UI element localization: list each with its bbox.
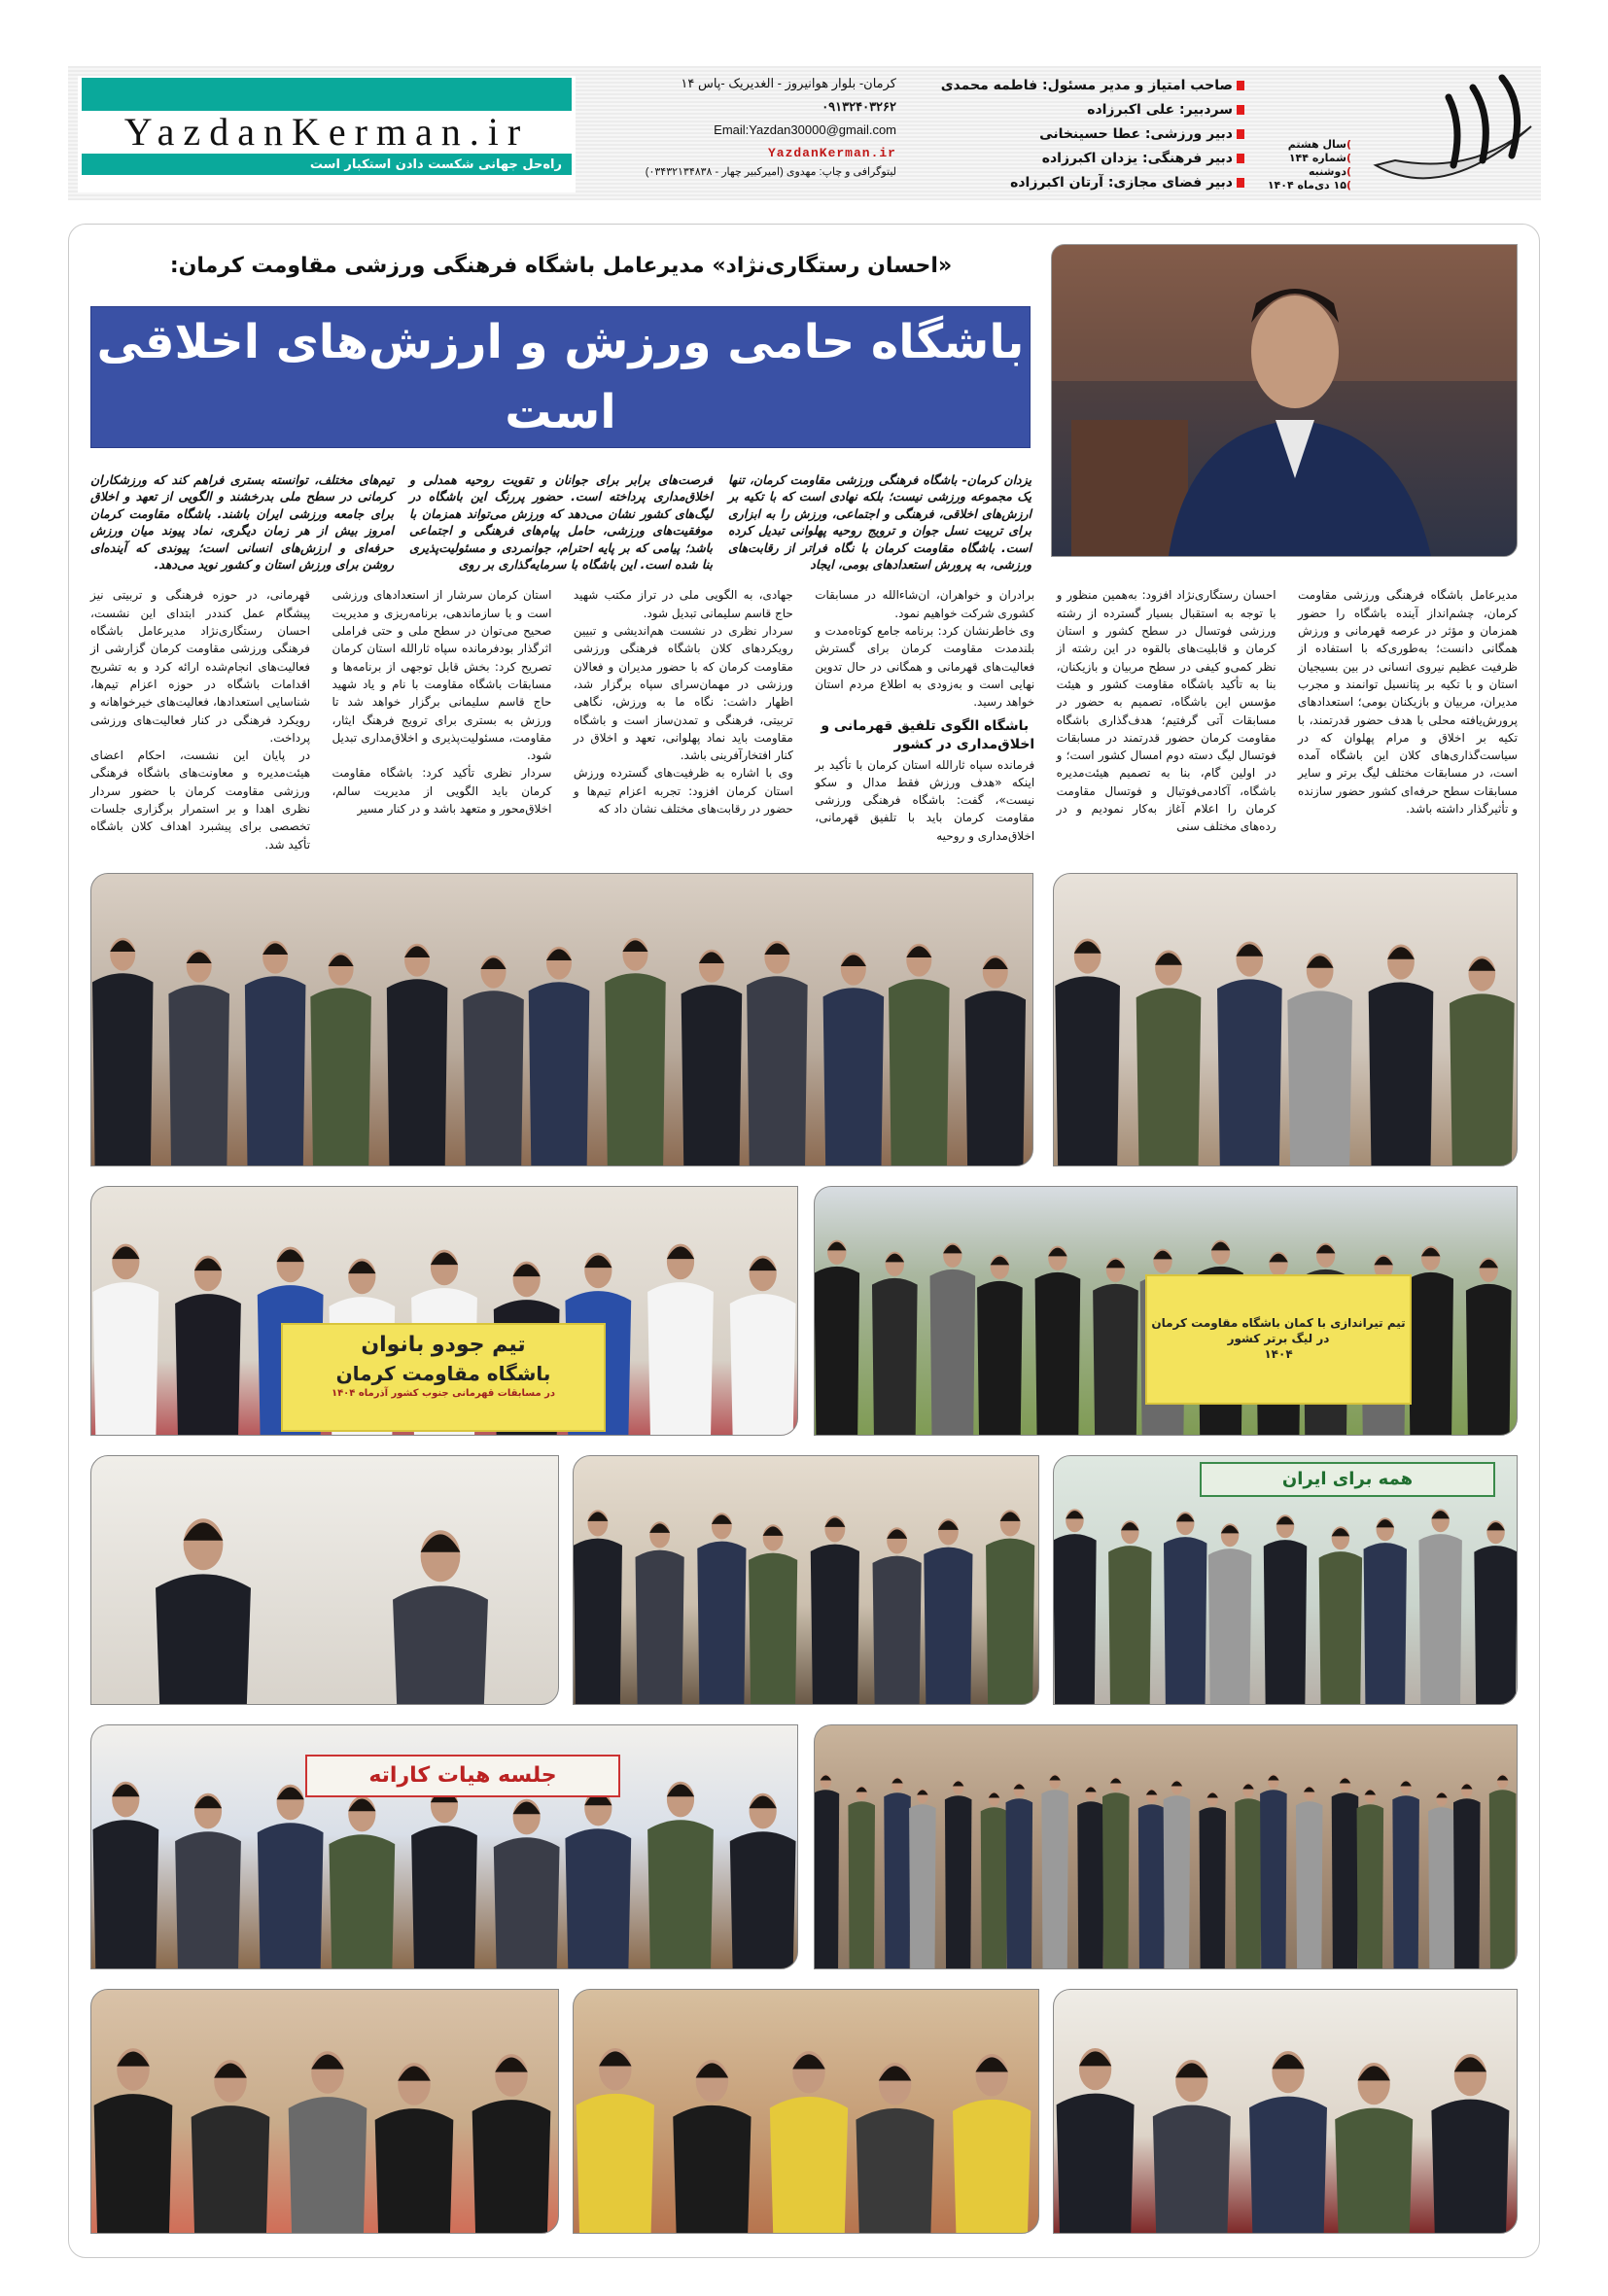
person-silhouette <box>1260 1774 1287 1968</box>
person-silhouette <box>884 1777 911 1968</box>
group-photo-officials <box>90 873 1033 1166</box>
person-silhouette <box>647 1782 714 1968</box>
person-silhouette <box>1164 1512 1206 1704</box>
photo-figures <box>574 1990 1038 2233</box>
site-url[interactable]: YazdanKerman.ir <box>123 110 530 154</box>
person-silhouette <box>848 1786 875 1968</box>
person-silhouette <box>636 1521 684 1704</box>
person-silhouette <box>872 1252 918 1435</box>
person-silhouette <box>1450 956 1515 1165</box>
photo-figures <box>574 1456 1038 1704</box>
staff-item: دبیر ورزشی: عطا حسینخانی <box>909 122 1244 147</box>
lead-block <box>90 471 1031 573</box>
person-silhouette <box>730 1255 796 1434</box>
futsal-coaching-photo <box>573 1989 1039 2234</box>
photo-figures <box>91 1990 558 2233</box>
person-silhouette <box>1332 1777 1359 1968</box>
meeting-photo <box>573 1455 1039 1705</box>
person-silhouette <box>770 2051 848 2233</box>
article-frame <box>68 224 1540 2258</box>
person-silhouette <box>310 953 371 1165</box>
person-silhouette <box>953 2054 1031 2233</box>
article-headline: باشگاه حامی ورزش و ارزش‌های اخلاقی است <box>90 306 1031 448</box>
person-silhouette <box>192 2060 270 2233</box>
person-silhouette <box>909 1789 936 1968</box>
person-silhouette <box>1428 1792 1455 1968</box>
office-visit-photo <box>1053 1989 1518 2234</box>
person-silhouette <box>1369 944 1434 1165</box>
photo-figures <box>1054 874 1517 1165</box>
photo-figures <box>815 1725 1517 1968</box>
judo-banner: تیم جودو بانوان باشگاه مقاومت کرمان در مسابقات قهرمانی جنوب کشور آذرماه ۱۴۰۴ <box>281 1323 606 1432</box>
bullet-icon <box>1237 154 1244 163</box>
person-silhouette <box>1431 2054 1509 2233</box>
body-column: جهادی، به الگویی ملی در تراز مکتب شهید حاج قاسم سلیمانی تبدیل شود. سردار نظری در نشست هم‌اندیشی و تبیین رویکردهای کلان باشگاه فرهنگی ورزشی مقاومت کرمان که با حضور مدیران و فعالان ورزشی در مهمان‌سرای سپاه برگزار شد، اظهار داشت: نگاه ما به ورزش، نگاهی تربیتی، فرهنگی و تمدن‌ساز است و باشگاه مقاومت باید نماد پهلوانی، تعهد و اخلاق در کنار افتخارآفرینی باشد. وی با اشاره به ظرفیت‌های گسترده ورزش استان کرمان افزود: تجربه اعزام تیم‌ها و حضور در رقابت‌های مختلف نشان داد که <box>573 588 793 816</box>
bullet-icon <box>1237 105 1244 115</box>
person-silhouette <box>1153 2060 1231 2233</box>
person-silhouette <box>747 941 808 1165</box>
person-silhouette <box>1264 1514 1307 1704</box>
futsal-team-photo <box>90 1989 559 2234</box>
photo-figures <box>91 874 1032 1165</box>
person-silhouette <box>856 2063 933 2233</box>
body-column: استان کرمان سرشار از استعدادهای ورزشی است و با سازماندهی، برنامه‌ریزی و مدیریت صحیح می‌توان در سطح ملی و حتی فراملی اثرگذار بودفرمانده سپاه ثارالله استان کرمان تصریح کرد: بخش قابل توجهی از برنامه‌ها و مسابقات باشگاه مقاومت با نام و یاد شهید حاج قاسم سلیمانی برگزار خواهد شد تا ورزش به بستری برای ترویج فرهنگ ایثار، مقاومت، مسئولیت‌پذیری و اخلاق‌مداری تبدیل شود. سردار نظری تأکید کرد: باشگاه مقاومت کرمان باید الگویی از مدیریت سالم، اخلاق‌محور و متعهد باشد و در کنار مسیر <box>332 588 552 816</box>
person-silhouette <box>1357 1789 1384 1968</box>
issue-number: شماره ۱۴۴ <box>1288 152 1346 164</box>
archery-banner: تیم تیراندازی با کمان باشگاه مقاومت کرمان در لیگ برتر کشور ۱۴۰۴ <box>1145 1274 1412 1405</box>
archery-podium-photo <box>1053 1455 1518 1705</box>
person-silhouette <box>811 1515 859 1704</box>
article-body <box>90 586 1518 852</box>
issue-date: ۱۵ دی‌ماه ۱۴۰۴ <box>1267 179 1346 191</box>
bullet-icon <box>1237 178 1244 188</box>
printing-info: لیتوگرافی و چاپ: مهدوی (امیرکبیر چهار - ۰۳۴۳۲۱۳۴۸۳۸) <box>645 166 896 178</box>
person-silhouette <box>924 1518 972 1704</box>
body-column: احسان رستگاری‌نژاد افزود: به‌همین منظور و با توجه به استقبال بسیار گسترده از رشته ورزشی فوتسال در سطح کشور و استان کرمان و قابلیت‌های بالقوه در این رشته از نظر کمی‌و کیفی در سطح مربیان و بازیکنان، بنا به تأکید باشگاه مقاومت کشور و هیئت مؤسس این باشگاه، تصمیم به حضور در مسابقات آتی گرفتیم؛ هدف‌گذاری باشگاه مقاومت کرمان حضور قدرتمند در مسابقات فوتسال لیگ دسته دوم امسال کشور است؛ و در اولین گام، بنا به تصمیم هیئت‌مدیره باشگاه، آکادمی‌فوتبال و فوتسال مقاومت کرمان را اعلام آغاز به‌کار نمودیم و در رده‌های مختلف سنی <box>1056 588 1276 834</box>
staff-item: دبیر فرهنگی: یزدان اکبرزاده <box>909 147 1244 171</box>
person-silhouette <box>1235 1783 1262 1968</box>
person-silhouette <box>730 1793 796 1968</box>
photo-row <box>90 1455 1518 1705</box>
lead-column: فرصت‌های برابر برای جوانان و تقویت روحیه همدلی و اخلاق‌مداری پرداخته است. حضور پررنگ این باشگاه در لیگ‌های کشور نشان می‌دهد که ورزش می‌تواند همزمان با موفقیت‌های ورزشی، حامل پیام‌های فرهنگی و اجتماعی باشد؛ پیامی که بر پایه احترام، جوانمردی و مسئولیت‌پذیری بنا شده است. این باشگاه با سرمایه‌گذاری بر روی <box>409 472 713 573</box>
person-silhouette <box>387 944 448 1165</box>
person-silhouette <box>964 956 1026 1165</box>
person-silhouette <box>749 1524 797 1704</box>
person-silhouette <box>393 1530 488 1704</box>
person-silhouette <box>1006 1783 1033 1968</box>
staff-item: صاحب امتیاز و مدیر مسئول: فاطمه محمدی <box>909 74 1244 98</box>
website-link[interactable]: YazdanKerman.ir <box>767 146 896 160</box>
person-silhouette <box>168 950 229 1165</box>
person-silhouette <box>945 1780 972 1968</box>
person-silhouette <box>873 1527 922 1704</box>
person-silhouette <box>1054 1509 1097 1704</box>
bullet-icon <box>1237 81 1244 90</box>
handshake-photo <box>90 1455 559 1705</box>
email[interactable]: Email:Yazdan30000@gmail.com <box>714 122 896 137</box>
site-banner <box>78 76 576 192</box>
body-column: قهرمانی، در حوزه فرهنگی و تربیتی نیز پیشگام عمل کنددر ابتدای این نشست، احسان رستگاری‌نژاد مدیرعامل باشگاه فرهنگی ورزشی مقاومت کرمان گزارشی از فعالیت‌های انجام‌شده ارائه کرد و به تشریح اقدامات باشگاه در حوزه اعزام تیم‌ها، شناسایی استعدادها، فعالیت‌های خیرخواهانه و رویکرد فرهنگی در کنار فعالیت‌های ورزشی پرداخت. در پایان این نشست، احکام اعضای هیئت‌مدیره و معاونت‌های باشگاه فرهنگی ورزشی مقاومت کرمان با حضور سردار نظری اهدا و بر استمرار برگزاری جلسات تخصصی برای پیشبرد اهداف کلان باشگاه تأکید شد. <box>90 588 311 852</box>
person-silhouette <box>472 2054 551 2233</box>
person-silhouette <box>289 2051 367 2233</box>
photo-figures <box>91 1456 558 1704</box>
event-banner: همه برای ایران <box>1200 1462 1495 1497</box>
person-silhouette <box>986 1510 1034 1704</box>
person-silhouette <box>682 950 743 1165</box>
person-silhouette <box>1077 1786 1104 1968</box>
bullet-icon <box>1237 129 1244 139</box>
person-silhouette <box>411 1788 477 1968</box>
person-silhouette <box>175 1255 241 1434</box>
photo-row <box>90 1724 1518 1969</box>
large-group-photo <box>814 1724 1518 1969</box>
person-silhouette <box>375 2063 454 2233</box>
person-silhouette <box>1136 950 1202 1165</box>
phone: ۰۹۱۳۲۴۰۳۲۶۲ <box>821 99 896 114</box>
lead-column: یزدان کرمان- باشگاه فرهنگی ورزشی مقاومت کرمان، تنها یک مجموعه ورزشی نیست؛ بلکه نهادی است که با تکیه بر ارزش‌های اخلاقی، فرهنگی و اجتماعی، ورزش را به ابزاری برای تربیت نسل جوان و ترویج روحیه پهلوانی تبدیل کرده است. باشگاه مقاومت کرمان با نگاه فراتر از رقابت‌های ورزشی، به پرورش استعدادهای بومی، ایجاد <box>728 472 1031 573</box>
article-kicker: «احسان رستگاری‌نژاد» مدیرعامل باشگاه فرهنگی ورزشی مقاومت کرمان: <box>169 254 953 278</box>
person-silhouette <box>1319 1526 1362 1704</box>
person-silhouette <box>673 2060 751 2233</box>
person-silhouette <box>1408 1246 1453 1435</box>
portrait-photo <box>1051 244 1518 557</box>
photo-row <box>90 873 1518 1166</box>
karate-banner: جلسه هیات کاراته <box>305 1755 620 1797</box>
person-silhouette <box>1364 1517 1407 1704</box>
slogan: راه‌حل جهانی شکست دادن استکبار است <box>309 157 562 172</box>
body-column: برادران و خواهران، ان‌شاءالله در مسابقات کشوری شرکت خواهیم نمود. وی خاطرنشان کرد: برنامه جامع کوتاه‌مدت و بلندمدت مقاومت کرمان برای گسترش فعالیت‌های قهرمانی و همگانی در حال تدوین نهایی است و به‌زودی به اطلاع مردم استان خواهد رسید. باشگاه الگوی تلفیق قهرمانی و اخلاق‌مداری در کشور فرمانده سپاه ثارالله استان کرمان با تأکید بر اینکه «هدف ورزش فقط مدال و سکو نیست»، گفت: باشگاه فرهنگی ورزشی مقاومت کرمان باید با تلفیق قهرمانی، اخلاق‌مداری و روحیه <box>815 588 1035 843</box>
person-silhouette <box>1108 1520 1151 1704</box>
person-silhouette <box>1093 1258 1138 1435</box>
person-silhouette <box>815 1774 839 1968</box>
archery-team-photo <box>814 1186 1518 1436</box>
person-silhouette <box>1035 1246 1081 1435</box>
newspaper-logo <box>1356 68 1541 200</box>
person-silhouette <box>529 947 590 1165</box>
person-silhouette <box>245 941 306 1165</box>
person-silhouette <box>1335 2063 1413 2233</box>
staff-item: دبیر فضای مجازی: آرتان اکبرزاده <box>909 171 1244 195</box>
person-silhouette <box>930 1243 976 1435</box>
person-silhouette <box>1466 1258 1512 1435</box>
person-silhouette <box>1296 1786 1323 1968</box>
issue-info: )سال هشتم )شماره ۱۴۴ )دوشنبه )۱۵ دی‌ماه ۱۴۰۴ <box>1267 138 1351 191</box>
karate-meeting-photo <box>90 1724 798 1969</box>
person-silhouette <box>156 1518 251 1704</box>
person-silhouette <box>697 1513 746 1704</box>
person-silhouette <box>463 956 524 1165</box>
person-silhouette <box>1418 1509 1461 1704</box>
subheading: باشگاه الگوی تلفیق قهرمانی و اخلاق‌مداری در کشور <box>821 717 1035 752</box>
person-silhouette <box>577 2048 654 2233</box>
issue-day: دوشنبه <box>1309 165 1346 178</box>
person-silhouette <box>977 1255 1023 1435</box>
person-silhouette <box>92 1243 158 1434</box>
person-silhouette <box>981 1792 1008 1968</box>
person-silhouette <box>1392 1780 1419 1968</box>
body-column: مدیرعامل باشگاه فرهنگی ورزشی مقاومت کرمان، چشم‌انداز آینده باشگاه را حضور همزمان و مؤثر در عرصه قهرمانی و ورزش همگانی دانست؛ به‌طوری‌که با استفاده از ظرفیت عظیم نیروی انسانی در بین بسیجیان استان و با تکیه بر پتانسیل توانمند و مجرب مدیران، مربیان و بازیکنان بومی؛ استعدادهای پرورش‌یافته محلی با هدف حضور قدرتمند، با تکیه بر اخلاق و مرام پهلوان که در سیاست‌گذاری‌های کلان این باشگاه آمده است، در مسابقات مختلف لیگ برتر و سایر مسابقات سطح حرفه‌ای کشور حضور سازنده و تأثیرگذار داشته باشد. <box>1298 588 1518 816</box>
photo-row <box>90 1186 1518 1436</box>
award-ceremony-photo <box>1053 873 1518 1166</box>
person-silhouette <box>1217 941 1282 1165</box>
person-silhouette <box>1287 953 1352 1165</box>
judo-team-photo <box>90 1186 798 1436</box>
contact-info <box>583 72 896 180</box>
person-silhouette <box>258 1785 324 1968</box>
person-silhouette <box>1249 2051 1327 2233</box>
address: کرمان- بلوار هوانیروز - الغدیریک -پاس ۱۴ <box>681 76 896 90</box>
person-silhouette <box>94 2048 173 2233</box>
person-silhouette <box>92 1782 158 1968</box>
person-silhouette <box>1199 1792 1226 1968</box>
lead-column: تیم‌های مختلف، توانسته بستری فراهم کند که ورزشکاران کرمانی در سطح ملی بدرخشند و الگویی از تعهد و اخلاق برای جامعه ورزشی ایران باشند. باشگاه مقاومت کرمان امروز بیش از هر زمان دیگری، نماد پیوند میان ورزش حرفه‌ای و ارزش‌های انسانی است؛ پیوندی که آینده‌ای روشن برای ورزش استان و کشور نوید می‌دهد. <box>90 472 394 573</box>
person-silhouette <box>565 1791 631 1968</box>
person-silhouette <box>175 1793 241 1968</box>
person-silhouette <box>1138 1789 1166 1968</box>
staff-item: سردبیر: علی اکبرزاده <box>909 98 1244 122</box>
photo-figures <box>1054 1990 1517 2233</box>
person-silhouette <box>823 953 885 1165</box>
person-silhouette <box>1041 1774 1068 1968</box>
person-silhouette <box>329 1796 395 1968</box>
person-silhouette <box>92 938 154 1165</box>
person-silhouette <box>1164 1780 1191 1968</box>
person-silhouette <box>1489 1774 1517 1968</box>
person-silhouette <box>1474 1520 1517 1704</box>
person-silhouette <box>1057 2048 1135 2233</box>
person-silhouette <box>647 1243 714 1434</box>
photo-row <box>90 1989 1518 2234</box>
staff-list <box>909 74 1244 195</box>
issue-year: سال هشتم <box>1287 138 1346 151</box>
person-silhouette <box>574 1510 622 1704</box>
person-silhouette <box>1102 1777 1130 1968</box>
person-silhouette <box>1055 938 1120 1165</box>
person-silhouette <box>1208 1523 1251 1704</box>
person-silhouette <box>605 938 666 1165</box>
person-silhouette <box>494 1799 560 1968</box>
person-silhouette <box>889 944 950 1165</box>
person-silhouette <box>1453 1783 1481 1968</box>
person-silhouette <box>815 1240 859 1435</box>
